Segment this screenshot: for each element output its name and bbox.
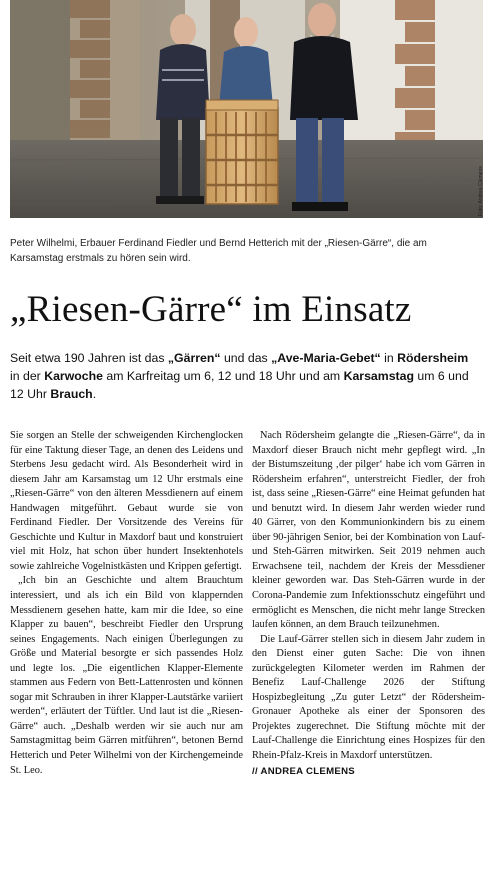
article-column-left: [10, 429, 243, 778]
lead-text: .: [92, 387, 97, 402]
paragraph: Sie sorgen an Stelle der schweigenden Kirchenglocken für eine Taktung dieser Tage, an denen des Leidens und Sterbens Jesu gedacht wird. Als Besonderheit wird in diesem Jahr am Karsamstag um 12 Uhr erstmals eine „Riesen-Gärre“ von den älteren Messdienern auf einem Handwagen mitgeführt. Gebaut wurde sie von Ferdinand Fiedler. Der Vorsitzende des Vereins für Geschichte und Kultur in Maxdorf baut und konstruiert viel mit Holz, hat schon über hundert Insektenhotels sowie zahlreiche Vogelnistkästen und Krippen gefertigt.: [10, 430, 243, 572]
paragraph: Die Lauf-Gärrer stellen sich in diesem Jahr zudem in den Dienst einer guten Sache: Die von ihnen zurückgelegten Kilometer werden im Rahmen der Benefiz Lauf-Challenge 2026 der Stiftung Hospizbegleitung „Zu guter Letzt“ der Rödersheim-Gronauer Apotheke als einer der Sponsoren des Projektes zugerechnet. Die Stiftung möchte mit der Lauf-Challenge die Einrichtung eines Hospizes für den Rhein-Pfalz-Kreis in Maxdorf unterstützen.: [252, 633, 485, 762]
lead-paragraph: [10, 349, 480, 404]
paragraph: „Ich bin an Geschichte und altem Brauchtum interessiert, und als ich ein Bild von klappernden Messdienern gesehen hatte, kam mir die Idee, so eine Klapper zu bauen“, beschreibt Fiedler den Ursprung seines Engagements. Nach einigen Überlegungen zu Größe und Material besorgte er sich passendes Holz und legte los. „Die eigentlichen Klapper-Elemente stammen aus Federn von Bett-Lattenrosten und können sogar mit Schrauben in ihrer Klapper-Lautstärke variiert werden“, erläutert der Tüftler. Und laut ist die „Riesen-Gärre“ auch. „Deshalb werden wir sie auch nur am Samstagmittag beim Gärren mitführen“, betonen Bernd Hetterich und Peter Wilhelmi von der Kirchengemeinde St. Leo.: [10, 575, 244, 776]
lead-emphasis: Rödersheim: [397, 351, 469, 365]
author-byline: // ANDREA CLEMENS: [252, 765, 355, 777]
lead-text: um 6 und 12 Uhr: [10, 369, 469, 402]
lead-text: in der: [10, 369, 45, 384]
photo-credit-text: Foto: Andrea Clemens: [478, 166, 484, 216]
lead-emphasis: Brauch: [50, 387, 93, 402]
lead-emphasis: Karsamstag: [343, 369, 414, 384]
photo-caption: Peter Wilhelmi, Erbauer Ferdinand Fiedler und Bernd Hetterich mit der „Riesen-Gärre“, die am Karsamstag erstmals zu hören sein wird.: [10, 238, 427, 264]
lead-emphasis: „Gärren“: [167, 351, 221, 365]
lead-emphasis: Karwoche: [44, 369, 103, 384]
article-column-right: [252, 429, 485, 779]
headline: „Riesen-Gärre“ im Einsatz: [10, 289, 412, 330]
lead-text: Seit etwa 190 Jahren ist das: [10, 351, 168, 365]
riesen-garre-object: [206, 100, 278, 204]
lead-text: in: [380, 351, 398, 365]
photo-illustration: [10, 0, 483, 218]
lead-text: am Karfreitag um 6, 12 und 18 Uhr und am: [102, 369, 344, 384]
lead-emphasis: „Ave-Maria-Gebet“: [271, 351, 381, 365]
paragraph: Nach Rödersheim gelangte die „Riesen-Gärre“, da in Maxdorf dieser Brauch nicht mehr gepflegt wird. „In der Bistumszeitung ‚der pilger‘ habe ich vom Gärren in Rödersheim erfahren“, unterstreicht Fiedler, der froh ist, dass seine „Riesen-Gärre“ eine Heimat gefunden hat und benutzt wird. In diesem Jahr werden wieder rund 40 Gärrer, von den Kommunionkindern bis zu einem über 90-jährigen Senior, bei der Kombination von Lauf- und Steh-Gärren mitwirken. Seit 2019 nehmen auch Erwachsene teil, nachdem der Kreis der Messdiener kleiner geworden war. Das Steh-Gärren wurde in der Corona-Pandemie zum Infektionsschutz eingeführt und ermöglicht es Menschen, die nicht mehr lange Strecken laufen können, an dem Brauch teilzunehmen.: [252, 430, 485, 631]
article-photo: [10, 0, 483, 218]
lead-text: und das: [220, 351, 272, 365]
